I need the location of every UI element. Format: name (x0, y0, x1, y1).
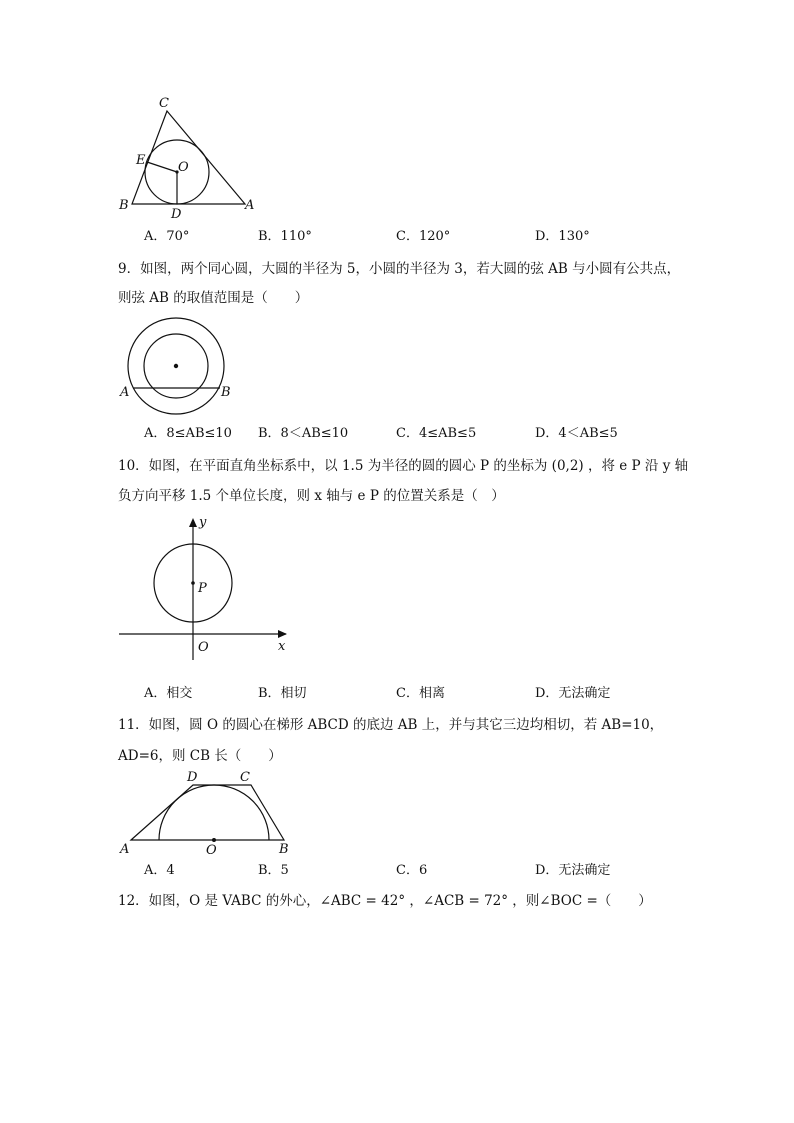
q10-option-b[interactable]: B．相切 (258, 686, 307, 701)
q9-option-b[interactable]: B．8＜AB≤10 (258, 426, 349, 441)
q11-text-line1: 11．如图，圆 O 的圆心在梯形 ABCD 的底边 AB 上，并与其它三边均相切，若 AB=10， (118, 717, 664, 733)
q9-text-line2: 则弦 AB 的取值范围是（ ） (118, 290, 309, 306)
label-b: B (279, 842, 289, 857)
label-a: A (245, 198, 255, 213)
q8-option-d[interactable]: D．130° (535, 229, 590, 244)
q10-option-c[interactable]: C．相离 (396, 686, 445, 701)
q11-option-a[interactable]: A．4 (144, 863, 175, 878)
label-x: x (278, 639, 286, 654)
q9-option-d[interactable]: D．4＜AB≤5 (535, 426, 618, 441)
q8-triangle-figure (114, 92, 264, 222)
q11-option-c[interactable]: C．6 (396, 863, 428, 878)
semicircle-o (159, 785, 269, 840)
q11-option-d[interactable]: D．无法确定 (535, 863, 611, 878)
q11-option-b[interactable]: B．5 (258, 863, 289, 878)
label-a: A (120, 385, 130, 400)
label-o: O (178, 160, 189, 175)
q9-option-c[interactable]: C．4≤AB≤5 (396, 426, 477, 441)
label-d: D (171, 207, 182, 222)
label-c: C (240, 770, 250, 785)
q12-text-line1: 12．如图，O 是 VABC 的外心，∠ABC = 42° ，∠ACB = 72° ，则∠BOC =（ ） (118, 893, 652, 909)
label-b: B (119, 198, 129, 213)
label-o: O (198, 640, 209, 655)
q9-text-line1: 9．如图，两个同心圆，大圆的半径为 5，小圆的半径为 3，若大圆的弦 AB 与小圆有公共点， (118, 261, 681, 277)
center-dot (174, 364, 178, 368)
q10-coordinate-figure (114, 510, 299, 660)
q10-text-line2: 负方向平移 1.5 个单位长度，则 x 轴与 e P 的位置关系是（ ） (118, 488, 505, 504)
x-axis-arrow (278, 630, 287, 638)
q11-trapezoid-figure (114, 768, 294, 860)
q10-text-line1: 10．如图，在平面直角坐标系中，以 1.5 为半径的圆的圆心 P 的坐标为 (0,2) ，将 e P 沿 y 轴 (118, 458, 689, 474)
q9-concentric-circles-figure (114, 316, 244, 416)
label-y: y (199, 515, 207, 530)
center-p-dot (191, 581, 195, 585)
q9-option-a[interactable]: A．8≤AB≤10 (144, 426, 232, 441)
q11-text-line2: AD=6，则 CB 长（ ） (118, 748, 282, 764)
trapezoid-abcd (131, 785, 284, 840)
q10-option-d[interactable]: D．无法确定 (535, 686, 611, 701)
q10-option-a[interactable]: A．相交 (144, 686, 193, 701)
y-axis-arrow (189, 518, 197, 527)
label-o: O (206, 843, 217, 858)
label-b: B (221, 385, 231, 400)
center-o-dot (212, 838, 216, 842)
label-p: P (198, 581, 207, 596)
radius-oe (147, 162, 177, 172)
label-c: C (159, 96, 169, 111)
q8-option-a[interactable]: A．70° (144, 229, 190, 244)
label-d: D (187, 770, 198, 785)
label-a: A (120, 842, 130, 857)
label-e: E (136, 153, 146, 168)
q8-option-c[interactable]: C．120° (396, 229, 451, 244)
q8-option-b[interactable]: B．110° (258, 229, 312, 244)
